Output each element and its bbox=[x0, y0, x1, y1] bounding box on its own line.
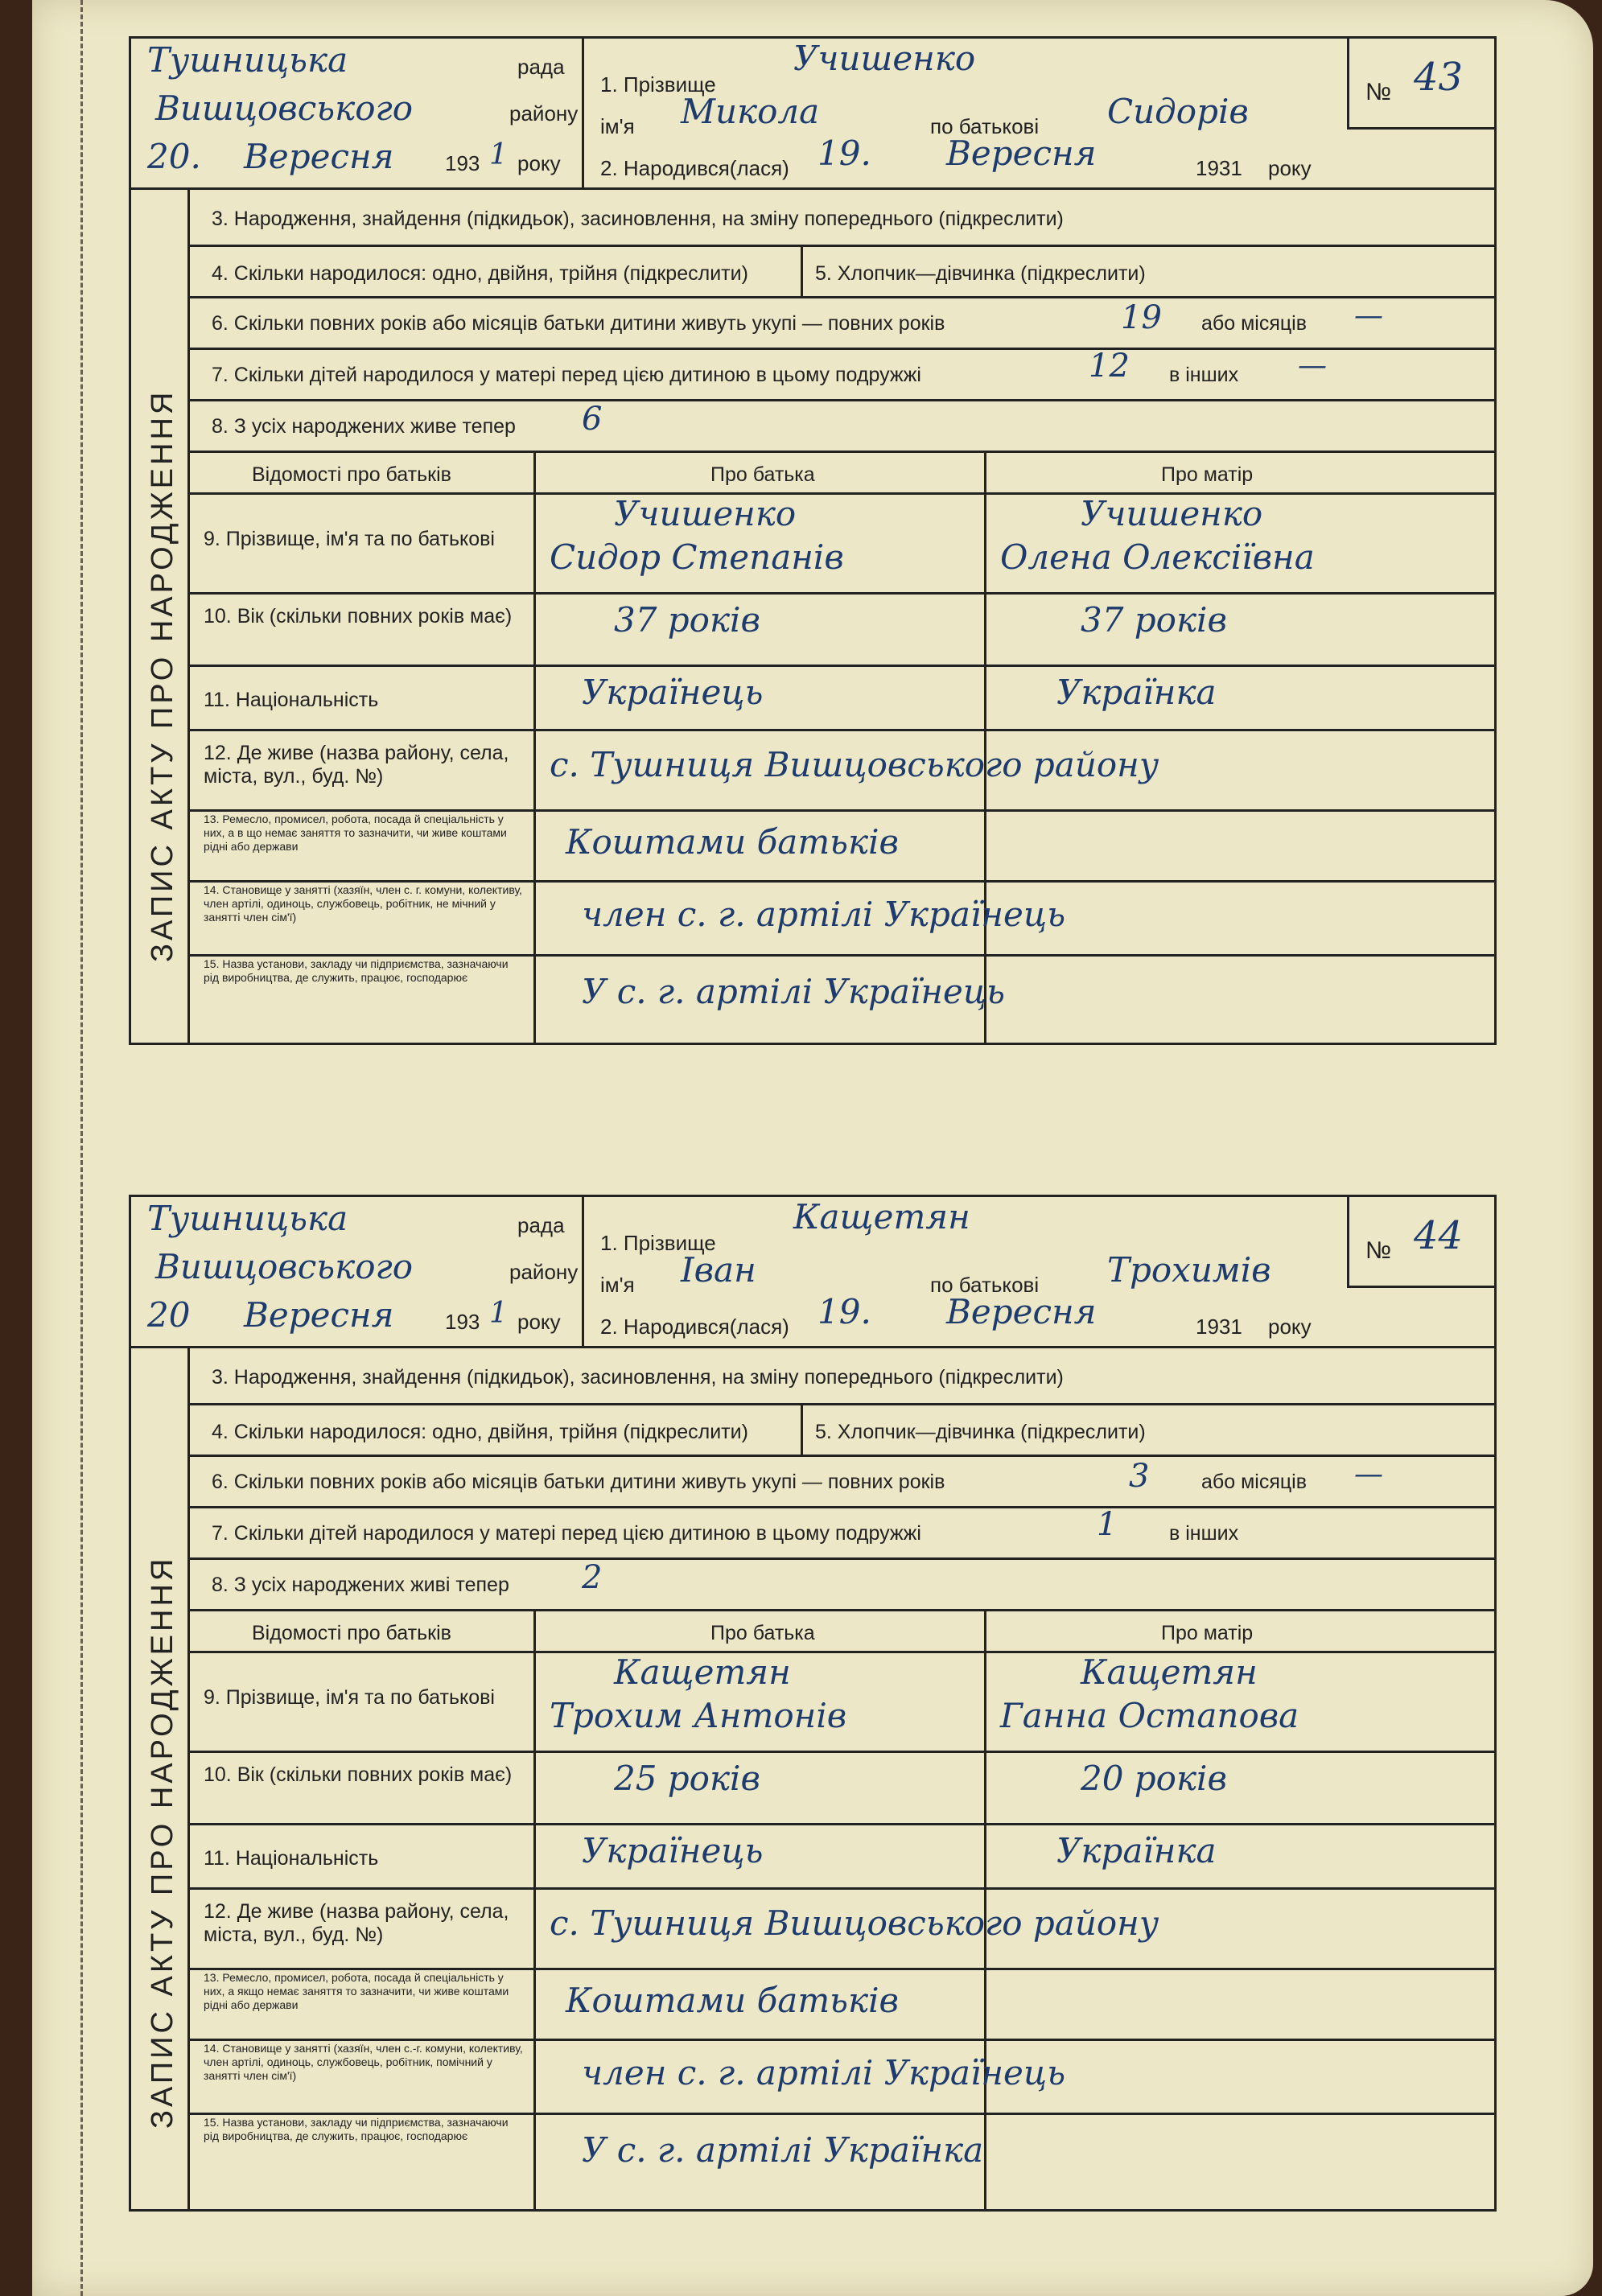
surname-label: 1. Прізвище bbox=[600, 72, 716, 97]
occupation-value: Коштами батьків bbox=[566, 1981, 899, 2020]
position-value: член с. г. артілі Українець bbox=[582, 895, 1066, 934]
row-4-5-divider bbox=[801, 245, 803, 296]
district-name: Вишцовського bbox=[155, 88, 414, 128]
council-suffix: рада bbox=[517, 55, 565, 79]
father-surname: Учишенко bbox=[614, 494, 797, 533]
address-value: с. Тушниця Вишцовського району bbox=[550, 1903, 1159, 1943]
row-14-label: 14. Становище у занятті (хазяїн, член с. г. комуни, колективу, член артілі, одиноць, службовець, робітник, не мічний у занятті член сім'ї) bbox=[204, 883, 522, 924]
row-7-value: 12 bbox=[1089, 348, 1130, 385]
row-divider bbox=[187, 809, 1494, 812]
father-name: Сидор Степанів bbox=[550, 537, 844, 577]
row-11-label: 11. Національність bbox=[204, 1847, 379, 1870]
row-divider bbox=[187, 1751, 1494, 1753]
born-day: 19. bbox=[817, 1292, 871, 1331]
name-label: ім'я bbox=[600, 114, 635, 138]
patronymic-value: Трохимів bbox=[1107, 1250, 1271, 1290]
district-suffix: району bbox=[509, 101, 579, 125]
council-name: Тушницька bbox=[147, 1199, 348, 1238]
row-8-value: 6 bbox=[582, 401, 603, 438]
row-divider bbox=[187, 492, 1494, 495]
record-number: 44 bbox=[1414, 1213, 1464, 1258]
patronymic-label: по батькові bbox=[930, 1273, 1040, 1297]
registration-year-hand: 1 bbox=[489, 138, 508, 171]
row-8-label: 8. З усіх народжених живе тепер bbox=[212, 415, 516, 438]
father-surname: Кащетян bbox=[614, 1652, 791, 1692]
parents-info-header: Відомості про батьків bbox=[252, 1622, 451, 1644]
record-body bbox=[129, 1346, 1497, 2212]
record-header bbox=[129, 36, 1497, 187]
mother-column-header: Про матір bbox=[1161, 463, 1254, 486]
institution-value: У с. г. артілі Українець bbox=[582, 972, 1006, 1011]
row-3-label: 3. Народження, знайдення (підкидьок), засиновлення, на зміну попереднього (підкреслити) bbox=[212, 1366, 1064, 1389]
born-label: 2. Народився(лася) bbox=[600, 156, 789, 180]
row-6-months: — bbox=[1354, 299, 1383, 332]
row-divider bbox=[187, 1887, 1494, 1890]
row-13-label: 13. Ремесло, промисел, робота, посада й спеціальність у них, а в що немає заняття то зазначити, чи живе коштами рідні або держави bbox=[204, 813, 507, 853]
father-column-header: Про батька bbox=[710, 1622, 815, 1644]
side-column-divider bbox=[187, 1348, 190, 2209]
registry-office-block bbox=[131, 39, 584, 187]
mother-age: 20 років bbox=[1081, 1759, 1227, 1798]
row-divider bbox=[187, 2039, 1494, 2041]
row-divider bbox=[187, 1557, 1494, 1560]
row-5-label: 5. Хлопчик—дівчинка (підкреслити) bbox=[815, 1421, 1146, 1443]
born-day: 19. bbox=[817, 134, 871, 173]
row-7-other-label: в інших bbox=[1169, 364, 1239, 386]
registration-year-suffix: року bbox=[517, 151, 561, 175]
row-3-label: 3. Народження, знайдення (підкидьок), засиновлення, на зміну попереднього (підкреслити) bbox=[212, 208, 1064, 230]
record-number: 43 bbox=[1414, 55, 1464, 100]
row-7-label: 7. Скільки дітей народилося у матері перед цією дитиною в цьому подружжі bbox=[212, 1522, 921, 1545]
father-nationality: Українець bbox=[582, 1831, 764, 1870]
mother-column-header: Про матір bbox=[1161, 1622, 1254, 1644]
row-divider bbox=[187, 1651, 1494, 1653]
row-divider bbox=[187, 1403, 1494, 1405]
row-7-other-label: в інших bbox=[1169, 1522, 1239, 1545]
registration-month: Вересня bbox=[244, 1295, 394, 1335]
council-name: Тушницька bbox=[147, 40, 348, 80]
father-age: 37 років bbox=[614, 600, 760, 640]
row-11-label: 11. Національність bbox=[204, 689, 379, 711]
born-label: 2. Народився(лася) bbox=[600, 1315, 789, 1339]
surname-value: Кащетян bbox=[793, 1197, 970, 1236]
father-nationality: Українець bbox=[582, 673, 764, 712]
row-divider bbox=[187, 729, 1494, 731]
row-6-months: — bbox=[1354, 1458, 1383, 1491]
number-label: № bbox=[1365, 79, 1392, 105]
row-divider bbox=[187, 1455, 1494, 1457]
perforation-edge bbox=[32, 0, 83, 2296]
row-12-label: 12. Де живе (назва району, села, міста, вул., буд. №) bbox=[204, 1900, 509, 1946]
row-divider bbox=[187, 399, 1494, 401]
record-header bbox=[129, 1195, 1497, 1346]
registration-day: 20. bbox=[147, 137, 201, 176]
father-age: 25 років bbox=[614, 1759, 760, 1798]
born-month: Вересня bbox=[946, 1292, 1097, 1331]
row-7-other: — bbox=[1298, 349, 1327, 382]
born-year: 1931 bbox=[1196, 156, 1242, 180]
row-14-label: 14. Становище у занятті (хазяїн, член с.-г. комуни, колективу, член артілі, одиноць, службовець, робітник, помічний у занятті член сім'ї) bbox=[204, 2042, 523, 2082]
registry-office-block bbox=[131, 1197, 584, 1346]
row-4-5-divider bbox=[801, 1403, 803, 1455]
council-suffix: рада bbox=[517, 1213, 565, 1237]
registration-year-hand: 1 bbox=[489, 1297, 508, 1330]
row-4-label: 4. Скільки народилося: одно, двійня, трійня (підкреслити) bbox=[212, 1421, 748, 1443]
row-12-label: 12. Де живе (назва району, села, міста, вул., буд. №) bbox=[204, 742, 509, 788]
row-9-label: 9. Прізвище, ім'я та по батькові bbox=[204, 528, 495, 550]
name-value: Іван bbox=[681, 1250, 756, 1290]
birth-record-1 bbox=[129, 36, 1497, 1045]
registration-month: Вересня bbox=[244, 137, 394, 176]
born-month: Вересня bbox=[946, 134, 1097, 173]
registration-day: 20 bbox=[147, 1295, 191, 1335]
father-name: Трохим Антонів bbox=[550, 1696, 847, 1735]
registration-year-suffix: року bbox=[517, 1310, 561, 1334]
mother-nationality: Українка bbox=[1056, 1831, 1217, 1870]
registration-year-prefix: 193 bbox=[445, 151, 480, 175]
mother-age: 37 років bbox=[1081, 600, 1227, 640]
parents-col-divider bbox=[533, 1609, 536, 2209]
row-divider bbox=[187, 880, 1494, 883]
row-6-label: 6. Скільки повних років або місяців батьки дитини живуть укупі — повних років bbox=[212, 1471, 945, 1493]
row-4-label: 4. Скільки народилося: одно, двійня, трійня (підкреслити) bbox=[212, 262, 748, 285]
row-divider bbox=[187, 296, 1494, 298]
registration-year-prefix: 193 bbox=[445, 1310, 480, 1334]
father-column-header: Про батька bbox=[710, 463, 815, 486]
row-13-label: 13. Ремесло, промисел, робота, посада й спеціальність у них, а якщо немає заняття то зазначити, чи живе коштами рідні або держави bbox=[204, 1971, 509, 2011]
surname-label: 1. Прізвище bbox=[600, 1231, 716, 1255]
row-divider bbox=[187, 2113, 1494, 2115]
patronymic-label: по батькові bbox=[930, 114, 1040, 138]
row-8-label: 8. З усіх народжених живі тепер bbox=[212, 1574, 509, 1596]
row-divider bbox=[187, 451, 1494, 453]
row-6-months-label: або місяців bbox=[1201, 312, 1308, 335]
record-number-box bbox=[1347, 39, 1494, 130]
row-9-label: 9. Прізвище, ім'я та по батькові bbox=[204, 1686, 495, 1709]
row-5-label: 5. Хлопчик—дівчинка (підкреслити) bbox=[815, 262, 1146, 285]
address-value: с. Тушниця Вишцовського району bbox=[550, 745, 1159, 784]
row-divider bbox=[187, 1506, 1494, 1508]
patronymic-value: Сидорів bbox=[1107, 92, 1249, 131]
child-identity-block bbox=[584, 39, 1397, 187]
row-divider bbox=[187, 1823, 1494, 1825]
row-divider bbox=[187, 954, 1494, 957]
mother-name: Олена Олексіївна bbox=[1000, 537, 1315, 577]
row-8-value: 2 bbox=[582, 1559, 603, 1596]
mother-nationality: Українка bbox=[1056, 673, 1217, 712]
child-identity-block bbox=[584, 1197, 1397, 1346]
parents-info-header: Відомості про батьків bbox=[252, 463, 451, 486]
district-name: Вишцовського bbox=[155, 1247, 414, 1286]
district-suffix: району bbox=[509, 1260, 579, 1284]
name-label: ім'я bbox=[600, 1273, 635, 1297]
surname-value: Учишенко bbox=[793, 39, 976, 78]
record-body bbox=[129, 187, 1497, 1045]
row-7-label: 7. Скільки дітей народилося у матері перед цією дитиною в цьому подружжі bbox=[212, 364, 921, 386]
row-divider bbox=[187, 1609, 1494, 1611]
row-10-label: 10. Вік (скільки повних років має) bbox=[204, 605, 513, 627]
mother-surname: Учишенко bbox=[1081, 494, 1263, 533]
row-7-value: 1 bbox=[1097, 1506, 1118, 1543]
row-divider bbox=[187, 665, 1494, 667]
row-6-years: 19 bbox=[1121, 299, 1162, 336]
position-value: член с. г. артілі Українець bbox=[582, 2053, 1066, 2092]
record-number-box bbox=[1347, 1197, 1494, 1288]
row-6-label: 6. Скільки повних років або місяців батьки дитини живуть укупі — повних років bbox=[212, 312, 945, 335]
number-label: № bbox=[1365, 1237, 1392, 1264]
row-6-months-label: або місяців bbox=[1201, 1471, 1308, 1493]
row-6-years: 3 bbox=[1129, 1458, 1150, 1495]
side-column-divider bbox=[187, 190, 190, 1043]
row-15-label: 15. Назва установи, закладу чи підприємства, зазначаючи рід виробництва, де служить, працює, господарює bbox=[204, 2116, 509, 2142]
born-suffix: року bbox=[1268, 1315, 1312, 1339]
birth-record-2 bbox=[129, 1195, 1497, 2212]
mother-surname: Кащетян bbox=[1081, 1652, 1258, 1692]
born-year: 1931 bbox=[1196, 1315, 1242, 1339]
row-10-label: 10. Вік (скільки повних років має) bbox=[204, 1763, 513, 1786]
row-15-label: 15. Назва установи, закладу чи підприємства, зазначаючи рід виробництва, де служить, працює, господарює bbox=[204, 957, 509, 984]
born-suffix: року bbox=[1268, 156, 1312, 180]
mother-name: Ганна Остапова bbox=[1000, 1696, 1299, 1735]
institution-value: У с. г. артілі Українка bbox=[582, 2130, 984, 2170]
name-value: Микола bbox=[681, 92, 820, 131]
side-title: ЗАПИС АКТУ ПРО НАРОДЖЕННЯ bbox=[146, 1555, 179, 2129]
row-divider bbox=[187, 592, 1494, 595]
row-divider bbox=[187, 1968, 1494, 1970]
occupation-value: Коштами батьків bbox=[566, 822, 899, 862]
row-divider bbox=[187, 245, 1494, 247]
side-title: ЗАПИС АКТУ ПРО НАРОДЖЕННЯ bbox=[146, 389, 179, 962]
